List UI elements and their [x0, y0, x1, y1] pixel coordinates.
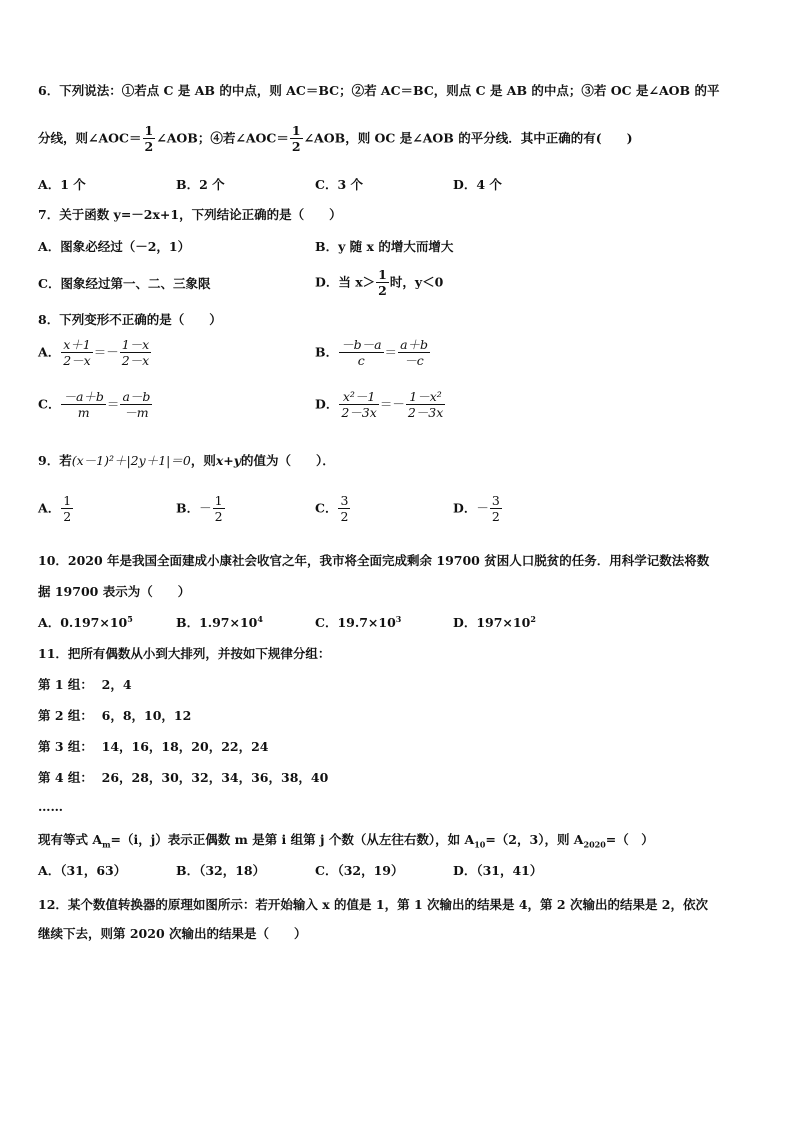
q6-stem-line2 — [38, 124, 633, 154]
q9-stem: 9．若(x－1)²＋|2y＋1|＝0，则x+y的值为（ ）． — [38, 453, 335, 468]
q8-c-right-fraction: $\frac{a-b}{-m}$ — [122, 389, 151, 420]
q10-option-a[interactable]: A．$0.197\times 10^5$ — [38, 613, 133, 630]
q11-ellipsis: …… — [38, 799, 63, 814]
q11-option-a[interactable]: A．（31，63） — [38, 863, 127, 878]
q9-option-c[interactable]: C． $\frac{3}{2}$ — [315, 493, 349, 524]
q7-option-a[interactable]: A．图象必经过（－2，1） — [38, 239, 191, 254]
q9-expression: (x－1)²＋|2y＋1|＝0 — [71, 453, 191, 468]
q8-b-right-fraction: $\frac{a+b}{-c}$ — [400, 337, 429, 368]
q11-description: 现有等式 $A_m=(i$，j）表示正偶数 m 是第 i 组第 j 个数（从左往右数），如 $A_{10}=(2$，3），则 $A_{2020}=$（ ） — [38, 832, 654, 850]
q7-option-d-fraction: $\frac{1}{2}$ — [378, 267, 387, 298]
q6-line2-part-c: ∠AOB，则 OC 是∠AOB 的平分线．其中正确的有( ) — [303, 130, 633, 146]
q12-stem-line1: 12．某个数值转换器的原理如图所示：若开始输入 x 的值是 1，第 1 次输出的结果是 4，第 2 次输出的结果是 2，依次 — [38, 897, 709, 912]
q9-d-fraction: $\frac{3}{2}$ — [491, 493, 500, 524]
q6-option-a[interactable]: A．1 个 — [38, 177, 86, 192]
q9-option-b[interactable]: B．－ $\frac{1}{2}$ — [176, 493, 223, 524]
q6-fraction-half-2: $\frac{1}{2}$ — [291, 123, 301, 154]
q8-d-left-fraction: $\frac{\text{x²－1}}{2-3x}$ — [341, 389, 377, 420]
q9-b-fraction: $\frac{1}{2}$ — [214, 493, 223, 524]
q8-option-b[interactable]: B． $\frac{-b-a}{c}$ ＝ $\frac{a+b}{-c}$ — [315, 337, 429, 368]
q11-group-4: 第 4 组： 26，28，30，32，34，36，38，40 — [38, 770, 329, 785]
q6-line2-part-b: ∠AOB；④若∠AOC＝ — [156, 130, 289, 146]
q8-d-right-fraction: $\frac{\text{1－x²}}{2-3x}$ — [407, 389, 444, 420]
q7-option-b[interactable]: B．y 随 x 的增大而增大 — [315, 239, 454, 254]
q10-stem-line1: 10．2020 年是我国全面建成小康社会收官之年，我市将全面完成剩余 19700 贫困人口脱贫的任务．用科学记数法将数 — [38, 553, 710, 568]
q10-option-c[interactable]: C．$19.7\times 10^3$ — [315, 613, 402, 630]
q8-option-c[interactable]: C． $\frac{-a+b}{m}$ ＝ $\frac{a-b}{-m}$ — [38, 389, 151, 420]
q11-option-d[interactable]: D．（31，41） — [453, 863, 543, 878]
q10-stem-line2: 据 19700 表示为（ ） — [38, 584, 191, 599]
q6-line2-part-a: 分线，则∠AOC＝ — [38, 130, 142, 146]
q10-option-b[interactable]: B．$1.97\times 10^4$ — [176, 613, 263, 630]
q8-option-d[interactable]: D． $\frac{\text{x²－1}}{2-3x}$ ＝－ $\frac{\text{1－x²}}{2-3x}$ — [315, 389, 444, 420]
q11-group-3: 第 3 组： 14，16，18，20，22，24 — [38, 739, 269, 754]
q11-option-b[interactable]: B．（32，18） — [176, 863, 266, 878]
q7-stem: 7．关于函数 y=－2x+1，下列结论正确的是（ ） — [38, 207, 342, 222]
q9-a-fraction: $\frac{1}{2}$ — [63, 493, 72, 524]
q9-c-fraction: $\frac{3}{2}$ — [340, 493, 349, 524]
q8-option-a[interactable]: A． $\frac{x+1}{2-x}$ ＝－ $\frac{1-x}{2-x}$ — [38, 337, 150, 368]
q11-group-1: 第 1 组： 2，4 — [38, 677, 132, 692]
q6-option-b[interactable]: B．2 个 — [176, 177, 225, 192]
q11-option-c[interactable]: C．（32，19） — [315, 863, 404, 878]
q8-stem: 8．下列变形不正确的是（ ） — [38, 312, 222, 327]
q6-fraction-half-1: $\frac{1}{2}$ — [144, 123, 154, 154]
q8-a-left-fraction: $\frac{x+1}{2-x}$ — [63, 337, 91, 368]
q11-group-2: 第 2 组： 6，8，10，12 — [38, 708, 192, 723]
q10-option-d[interactable]: D．$197\times 10^2$ — [453, 613, 536, 630]
q7-option-d[interactable]: D．当 x＞ $\frac{1}{2}$ 时，y＜0 — [315, 267, 444, 298]
q6-option-c[interactable]: C．3 个 — [315, 177, 363, 192]
q9-xy: x+y — [215, 453, 242, 468]
q9-option-d[interactable]: D．－ $\frac{3}{2}$ — [453, 493, 500, 524]
q8-b-left-fraction: $\frac{-b-a}{c}$ — [341, 337, 382, 368]
q6-option-d[interactable]: D．4 个 — [453, 177, 502, 192]
q9-option-a[interactable]: A． $\frac{1}{2}$ — [38, 493, 72, 524]
q6-stem-line1: 6．下列说法：①若点 C 是 AB 的中点，则 AC＝BC；②若 AC＝BC，则点 C 是 AB 的中点；③若 OC 是∠AOB 的平 — [38, 83, 720, 98]
q8-c-left-fraction: $\frac{-a+b}{m}$ — [63, 389, 104, 420]
q12-stem-line2: 继续下去，则第 2020 次输出的结果是（ ） — [38, 926, 307, 941]
q7-option-c[interactable]: C．图象经过第一、二、三象限 — [38, 276, 211, 291]
q8-a-right-fraction: $\frac{1-x}{2-x}$ — [121, 337, 150, 368]
q11-stem: 11．把所有偶数从小到大排列，并按如下规律分组： — [38, 646, 331, 661]
